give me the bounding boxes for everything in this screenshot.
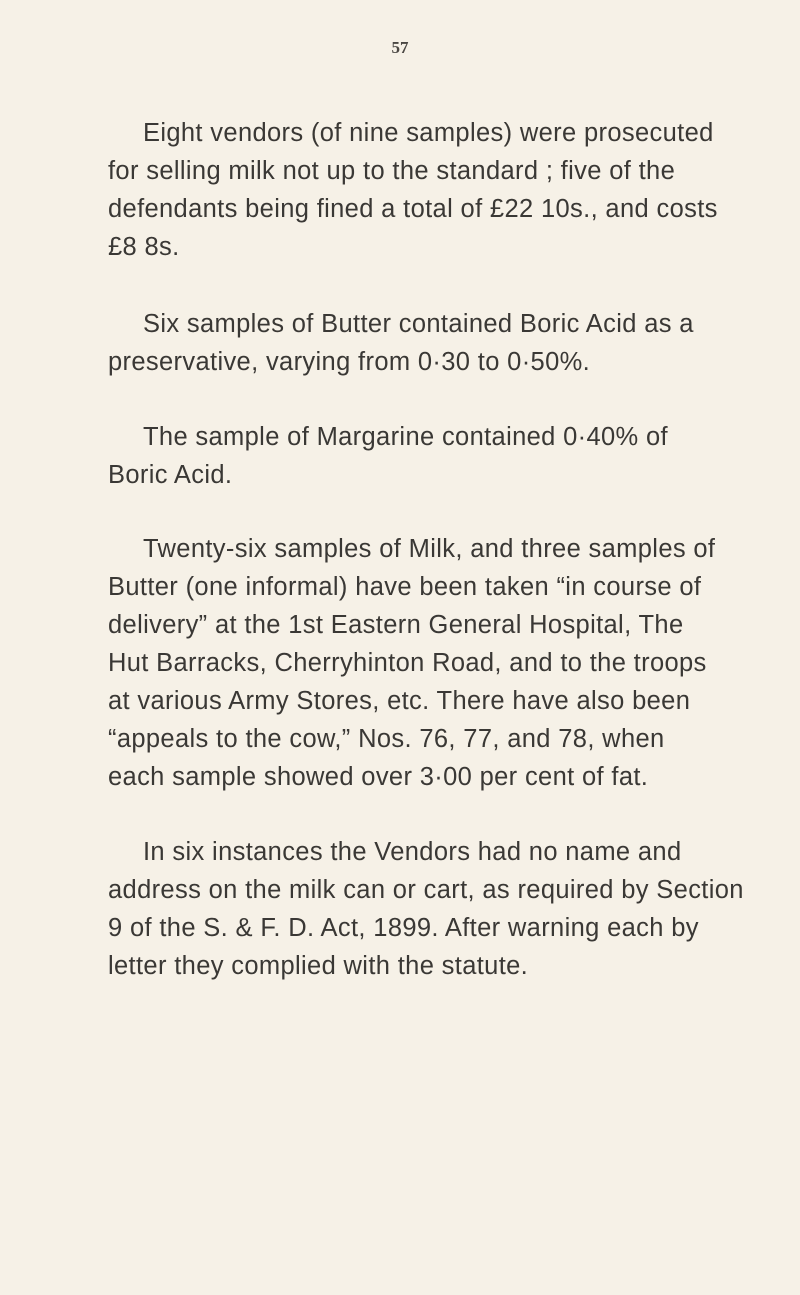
page-number: 57 (391, 38, 409, 57)
paragraph-butter-boric-acid (108, 305, 694, 381)
text-line: Twenty-six samples of Milk, and three samples of (143, 535, 716, 563)
paragraph-prosecutions (108, 114, 718, 266)
text-line: “appeals to the cow,” Nos. 76, 77, and 78, when (108, 725, 665, 753)
text-line: letter they complied with the statute. (108, 952, 529, 980)
paragraph-vendors-address (108, 833, 744, 985)
text-line: 9 of the S. & F. D. Act, 1899. After warning each by (108, 914, 699, 942)
text-line: Hut Barracks, Cherryhinton Road, and to the troops (108, 649, 707, 677)
text-line: In six instances the Vendors had no name and (143, 838, 682, 866)
text-line: The sample of Margarine contained 0·40% of (143, 423, 668, 451)
text-line: delivery” at the 1st Eastern General Hospital, The (108, 611, 684, 639)
text-line: address on the milk can or cart, as required by Section (108, 876, 744, 904)
text-line: Butter (one informal) have been taken “in course of (108, 573, 702, 601)
text-line: Boric Acid. (108, 461, 233, 489)
paragraph-margarine (108, 418, 668, 494)
paragraph-milk-samples (108, 530, 715, 796)
text-line: at various Army Stores, etc. There have also been (108, 687, 691, 715)
text-line: each sample showed over 3·00 per cent of fat. (108, 763, 649, 791)
text-line: £8 8s. (108, 233, 180, 261)
text-line: Six samples of Butter contained Boric Acid as a (143, 310, 694, 338)
text-line: for selling milk not up to the standard ; five of the (108, 157, 676, 185)
text-line: defendants being fined a total of £22 10s., and costs (108, 195, 718, 223)
text-line: Eight vendors (of nine samples) were prosecuted (143, 119, 714, 147)
text-line: preservative, varying from 0·30 to 0·50%. (108, 348, 591, 376)
